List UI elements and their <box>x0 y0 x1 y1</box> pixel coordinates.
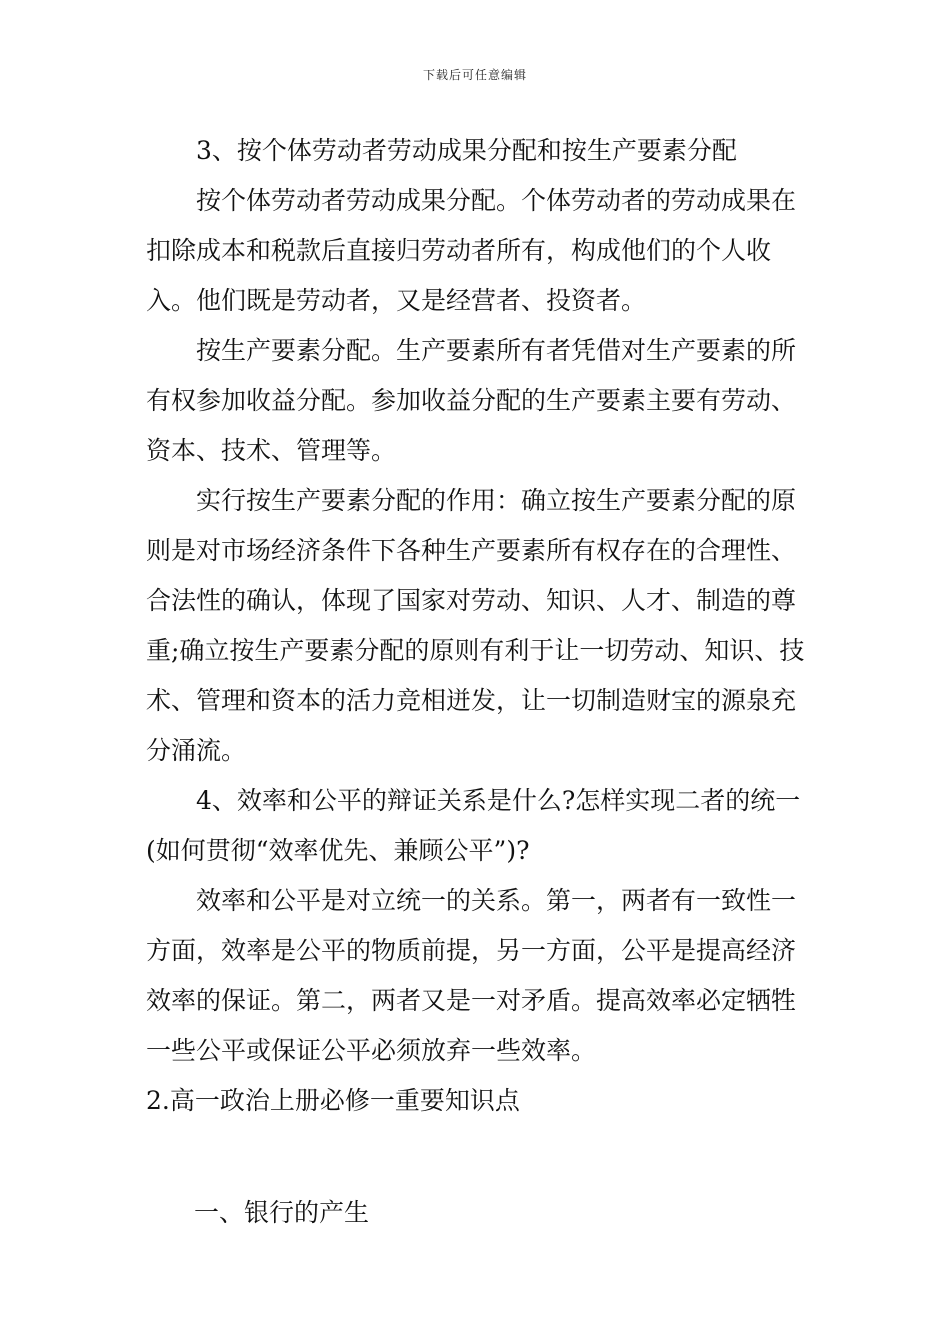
paragraph-factor-role: 实行按生产要素分配的作用：确立按生产要素分配的原则是对市场经济条件下各种生产要素所有权存在的合理性、合法性的确认，体现了国家对劳动、知识、人才、制造的尊重;确立按生产要素分配的原则有利于让一切劳动、知识、技术、管理和资本的活力竞相迸发，让一切制造财宝的源泉充分涌流。 <box>146 486 805 765</box>
section-title-2: 2.高一政治上册必修一重要知识点 <box>146 1086 520 1115</box>
page-header: 下载后可任意编辑 <box>422 68 527 82</box>
paragraph-efficiency-fairness: 效率和公平是对立统一的关系。第一，两者有一致性一方面，效率是公平的物质前提，另一方面，公平是提高经济效率的保证。第二，两者又是一对矛盾。提高效率必定牺牲一些公平或保证公平必须放弃一些效率。 <box>146 886 797 1065</box>
section-heading-4: 4、效率和公平的辩证关系是什么?怎样实现二者的统一(如何贯彻“效率优先、兼顾公平”)? <box>146 786 801 865</box>
paragraph-production-factors: 按生产要素分配。生产要素所有者凭借对生产要素的所有权参加收益分配。参加收益分配的生产要素主要有劳动、资本、技术、管理等。 <box>146 336 797 465</box>
section-heading-3: 3、按个体劳动者劳动成果分配和按生产要素分配 <box>196 136 737 165</box>
subheading-bank-origin: 一、银行的产生 <box>194 1198 370 1227</box>
document-body <box>146 126 806 1238</box>
paragraph-individual-labor: 按个体劳动者劳动成果分配。个体劳动者的劳动成果在扣除成本和税款后直接归劳动者所有，构成他们的个人收入。他们既是劳动者，又是经营者、投资者。 <box>146 186 797 315</box>
spacer <box>146 1126 806 1188</box>
